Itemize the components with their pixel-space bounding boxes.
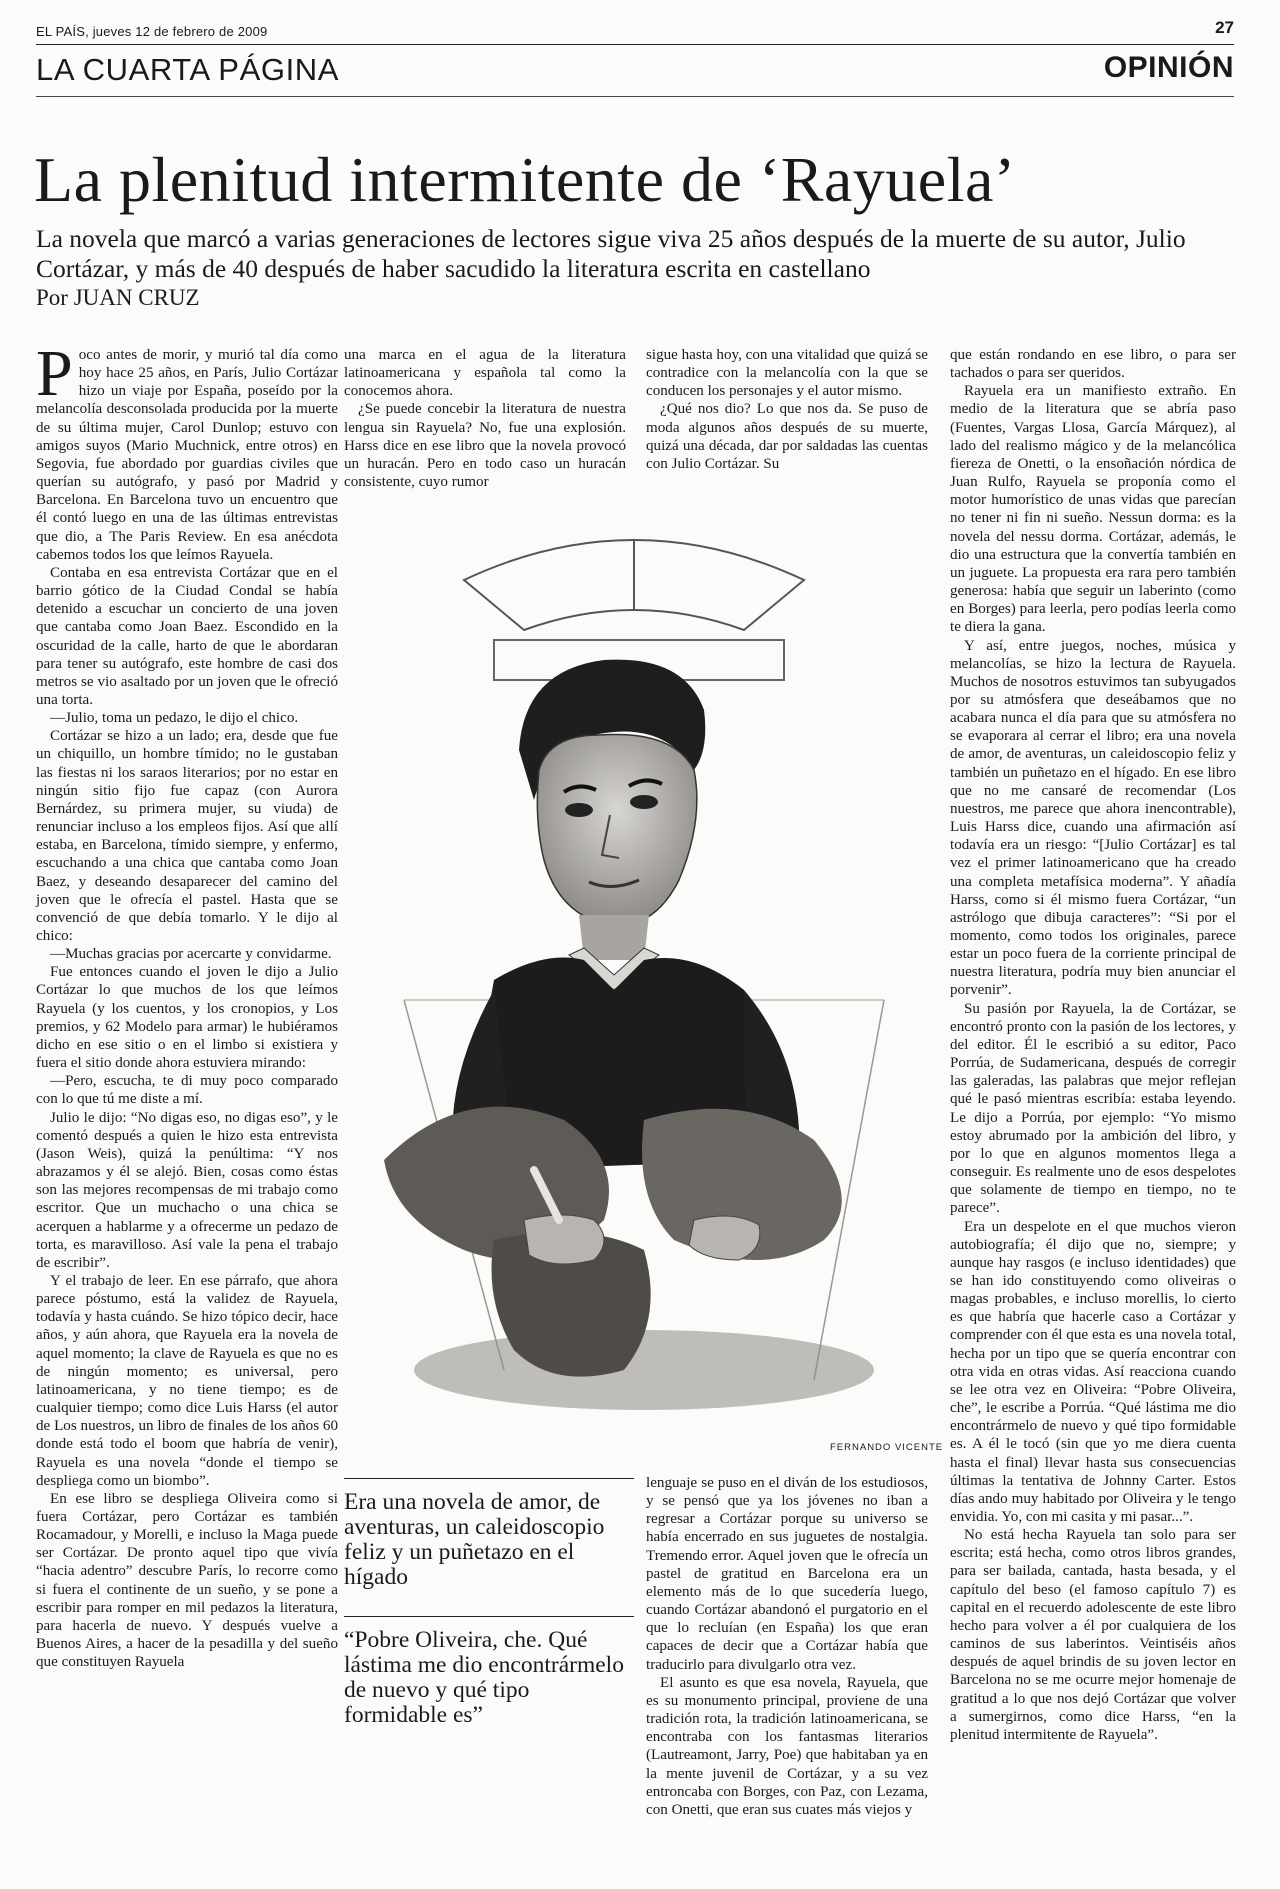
portrait-illustration bbox=[344, 520, 930, 1440]
article-column-2 bbox=[344, 346, 626, 491]
figure-shadow bbox=[414, 1330, 874, 1410]
article-paragraph: —Julio, toma un pedazo, le dijo el chico. bbox=[50, 710, 299, 727]
article-paragraph: Fue entonces cuando el joven le dijo a Julio Cortázar lo que muchos de los que leímos Rayuela (y los cuentos, y los cronopios, y Los premios, y 62 Modelo para armar) le hubiéramos dicho en ese sitio o en el limbo si existiera y fuera el sitio donde ahora estuviera mirando: bbox=[36, 964, 338, 1072]
pullquote: “Pobre Oliveira, che. Qué lástima me dio encontrármelo de nuevo y qué tipo formidable es” bbox=[344, 1627, 624, 1728]
article-column-1 bbox=[36, 337, 338, 1671]
article-paragraph: una marca en el agua de la literatura latinoamericana y española tal como la conocemos ahora. bbox=[344, 347, 626, 400]
pullquote-rule bbox=[344, 1478, 634, 1479]
byline: Por JUAN CRUZ bbox=[36, 285, 200, 310]
illustration-credit: FERNANDO VICENTE bbox=[830, 1442, 944, 1453]
left-eye bbox=[565, 803, 593, 817]
article-paragraph: lenguaje se puso en el diván de los estudiosos, y se pensó que ya los jóvenes no iban a regresar a Cortázar porque su universo se había encerrado en sus juguetes de nostalgia. Tremendo error. Aquel joven que le ofrecía un pastel de gratitud en Barcelona era un elemento más de lo que sucedería luego, cuando Cortázar abandonó el purgatorio en el que lo recluían (en España) los que eran capaces de decir que a Cortázar había que traducirlo para divulgarlo otra vez. bbox=[646, 1475, 928, 1673]
article-paragraph: No está hecha Rayuela tan solo para ser escrita; está hecha, como otros libros grandes, para ser bailada, cantada, hasta besada, y el capítulo del beso (el famoso capítulo 7) es capital en el recuerdo adolescente de este libro hecho para volver a él por cualquiera de los caminos de sus laberintos. Veintiséis años después de aquel brindis de su joven lector en Barcelona no se me ocurre mejor homenaje de gratitud a lo que nos dejó Cortázar que volver a sumergirnos, como dice Harss, “en la plenitud intermitente de Rayuela”. bbox=[950, 1527, 1236, 1743]
face bbox=[537, 734, 697, 925]
right-eye bbox=[630, 795, 658, 809]
article-paragraph: Y así, entre juegos, noches, música y melancolías, se hizo la lectura de Rayuela. Muchos de nosotros estuvimos tan subyugados por su atmósfera que deseábamos que no acabara nunca el día para que su atmósfera no se evaporara al cerrar el libro; era una novela de amor, de aventuras, un caleidoscopio feliz y también un puñetazo en el hígado. En ese libro que no me cansaré de recomendar (Los nuestros, me parece que ahora inencontrable), Luis Harss dice, cuando una afirmación así todavía era un riesgo: “[Julio Cortázar] es tal vez el primer latinoamericano que ha creado una completa metafísica moderna”. Y añadía Harss, como si él mismo fuera Cortázar, “un astrólogo que dibuja caracteres”: “Si por el momento, como todos los originales, parece estar un poco fuera de la corriente principal de nuestra literatura, podría muy bien anunciar el porvenir”. bbox=[950, 637, 1236, 999]
article-column-3-continued bbox=[646, 1474, 928, 1819]
article-paragraph: —Muchas gracias por acercarte y convidarme. bbox=[50, 946, 332, 963]
article-paragraph: ¿Se puede concebir la literatura de nuestra lengua sin Rayuela? No, fue una explosión. Harss dice en ese libro que la novela provocó un huracán. Pero en todo caso un huracán consistente, cuyo rumor bbox=[344, 401, 626, 491]
article-paragraph: Julio le dijo: “No digas eso, no digas eso”, y le comentó después a quien le hizo esta entrevista (Jason Weis), quizá la penúltima: “Y nos abrazamos y él se alejó. Bien, cosas como éstas son las mejores recompensas de mi trabajo como escritor. Que un muchacho o una chica se acerquen a hablarme y a ofrecerme un pedazo de torta, es maravilloso. Así vale la pena el trabajo de escribir”. bbox=[36, 1109, 338, 1271]
page-folio: EL PAÍS, jueves 12 de febrero de 2009 bbox=[36, 24, 268, 39]
article-paragraph: Era un despelote en el que muchos vieron autobiografía; él dijo que no, siempre; y aunque hay rasgos (e incluso identidades) que se han ido constituyendo como oliveiras o magas probables, e incluso morellis, lo cierto es que habría que hacerle caso a Cortázar y comprender con él que esta es una novela total, hecha por un tipo que se quería encontrar con otra vida en otras vidas. Así reacciona cuando se lee otra vez en Oliveira: “Pobre Oliveira, che”, le escribe a Porrúa. “Qué lástima me dio encontrármelo de nuevo y qué tipo formidable es. A él le tocó (sin que yo me diera cuenta hasta el final) llevar hasta sus consecuencias últimas la tentativa de Johnny Carter. Estos días ando muy habitado por Oliveira y le tengo envidia. Yo, con mi casita y mi pasar...”. bbox=[950, 1218, 1236, 1525]
section-label: OPINIÓN bbox=[1103, 51, 1234, 84]
article-paragraph: Rayuela era un manifiesto extraño. En medio de la literatura que se abría paso (Fuentes, Vargas Llosa, García Márquez), al lado del realismo mágico y de la melancólica fiereza de Onetti, o la ensoñación nórdica de Juan Rulfo, Rayuela se proponía como el motor humorístico de unas vidas que parecían no tener ni fin ni sueño. Nessun dorma: es la novela del nessu dorma. Cortázar, además, le dio una estructura que la convertía también en un juguete. La propuesta era rara pero también generosa: había que seguir un laberinto (como en Borges) para leerla, pero podías leerla como te diera la gana. bbox=[950, 383, 1236, 636]
section-title: LA CUARTA PÁGINA bbox=[36, 52, 340, 87]
pullquote: Era una novela de amor, de aventuras, un caleidoscopio feliz y un puñetazo en el hígado bbox=[344, 1489, 605, 1590]
article-column-3 bbox=[646, 346, 928, 473]
page-number: 27 bbox=[1215, 18, 1234, 37]
header-rule bbox=[36, 44, 1234, 45]
pullquote-rule bbox=[344, 1616, 634, 1617]
article-paragraph: —Pero, escucha, te di muy poco comparado con lo que tú me diste a mí. bbox=[36, 1073, 338, 1108]
subheadline: La novela que marcó a varias generaciones de lectores sigue viva 25 años después de la muerte de su autor, Julio Cortázar, y más de 40 después de haber sacudido la literatura escrita en castellano bbox=[36, 224, 1186, 283]
article-paragraph: Cortázar se hizo a un lado; era, desde que fue un chiquillo, un hombre tímido; no le gustaban las fiestas ni los saraos literarios; por no estar en ningún sitio fijo fue capaz (con Aurora Bernárdez, su primera mujer, su viuda) de renunciar incluso a los empleos fijos. Así que allí estaba, en Barcelona, tímido siempre, y enfermo, escuchando a una chica que cantaba como Joan Baez, y deseando desaparecer del camino del joven que le ofrecía el pastel. Hasta que se convenció de que debía tomarlo. Y le dijo al chico: bbox=[36, 728, 338, 944]
article-paragraph: sigue hasta hoy, con una vitalidad que quizá se contradice con la melancolía con la que se conducen los personajes y el autor mismo. bbox=[646, 347, 928, 400]
headline: La plenitud intermitente de ‘Rayuela’ bbox=[34, 144, 1016, 215]
article-paragraph: Poco antes de morir, y murió tal día como hoy hace 25 años, en París, Julio Cortázar hizo un viaje por España, poseído por la melancolía desconsolada producida por la muerte de su última mujer, Carol Dunlop; estuvo con amigos suyos (Mario Muchnick, entre otros) en Segovia, fue abordado por guardias civiles que querían su autógrafo, y pasó por Madrid y Barcelona. En Barcelona tuvo un encuentro que él contó luego en una de las últimas entrevistas que dio, a The Paris Review. En esa anécdota cabemos todos los que leímos Rayuela. bbox=[36, 337, 338, 563]
right-hand bbox=[689, 1216, 760, 1260]
section-rule bbox=[36, 96, 1234, 97]
article-paragraph: ¿Qué nos dio? Lo que nos da. Se puso de moda algunos años después de su muerte, quizá una década, dar por saldadas las cuentas con Julio Cortázar. Su bbox=[646, 401, 928, 472]
article-paragraph: que están rondando en ese libro, o para ser tachados o para ser queridos. bbox=[950, 347, 1236, 382]
article-column-4 bbox=[950, 346, 1236, 1744]
article-paragraph: El asunto es que esa novela, Rayuela, que es su monumento principal, proviene de una tradición rota, la tradición latinoamericana, se encontraba con los fantasmas literarios (Lautreamont, Jarry, Poe) que habitaban ya en la mente juvenil de Cortázar, y a su vez entroncaba con Borges, con Paz, con Lezama, con Onetti, que eran sus cuates más viejos y bbox=[646, 1674, 928, 1818]
article-paragraph: Su pasión por Rayuela, la de Cortázar, se encontró pronto con la pasión de los lectores, y del editor. Él le escribió a su editor, Paco Porrúa, de Sudamericana, después de corregir las galeradas, las palabras que mejor reflejan qué le pasó mientras escribía: estaba leyendo. Le dijo a Porrúa, por ejemplo: “Yo mismo estoy abrumado por la ambición del libro, y por lo que en algunos momentos llega a conseguir. Es realmente uno de esos despelotes que solamente de tiempo en tiempo, no te parece”. bbox=[950, 1000, 1236, 1217]
drop-cap: P bbox=[36, 337, 73, 410]
article-paragraph: Y el trabajo de leer. En ese párrafo, que ahora parece póstumo, está la validez de Rayuela, todavía y hasta cuándo. Se hizo tópico decir, hace años, y aún ahora, que Rayuela era la novela de aquel momento; la clave de Rayuela es que no es de ningún momento; es universal, pero latinoamericana, y no tiene tiempo; es de cualquier tiempo; como dice Luis Harss (el autor de Los nuestros, un libro de finales de los años 60 donde está todo el boom que habría de venir), Rayuela es una novela “donde el tiempo se despliega como un biombo”. bbox=[36, 1272, 338, 1489]
article-paragraph: Contaba en esa entrevista Cortázar que en el barrio gótico de la Ciudad Condal se había detenido a escuchar un concierto de una joven que cantaba como Joan Baez. Escondido en la oscuridad de la calle, harto de que le abordaran para tener su autógrafo, este hombre de casi dos metros se vio asaltado por un joven que le ofreció una torta. bbox=[36, 564, 338, 708]
left-hand bbox=[524, 1215, 604, 1264]
article-paragraph: En ese libro se despliega Oliveira como si fuera Cortázar, pero Cortázar es también Rocamadour, y Morelli, e incluso la Maga puede ser Cortázar. De pronto aquel tipo que vivía “hacia adentro” descubre París, lo recorre como si fuera el continente de un sueño, y se pone a escribir para romper en mil pedazos la literatura, para hacerla de nuevo. Y después vuelve a Buenos Aires, a hacer de la pesadilla y del sueño que constituyen Rayuela bbox=[36, 1490, 338, 1671]
